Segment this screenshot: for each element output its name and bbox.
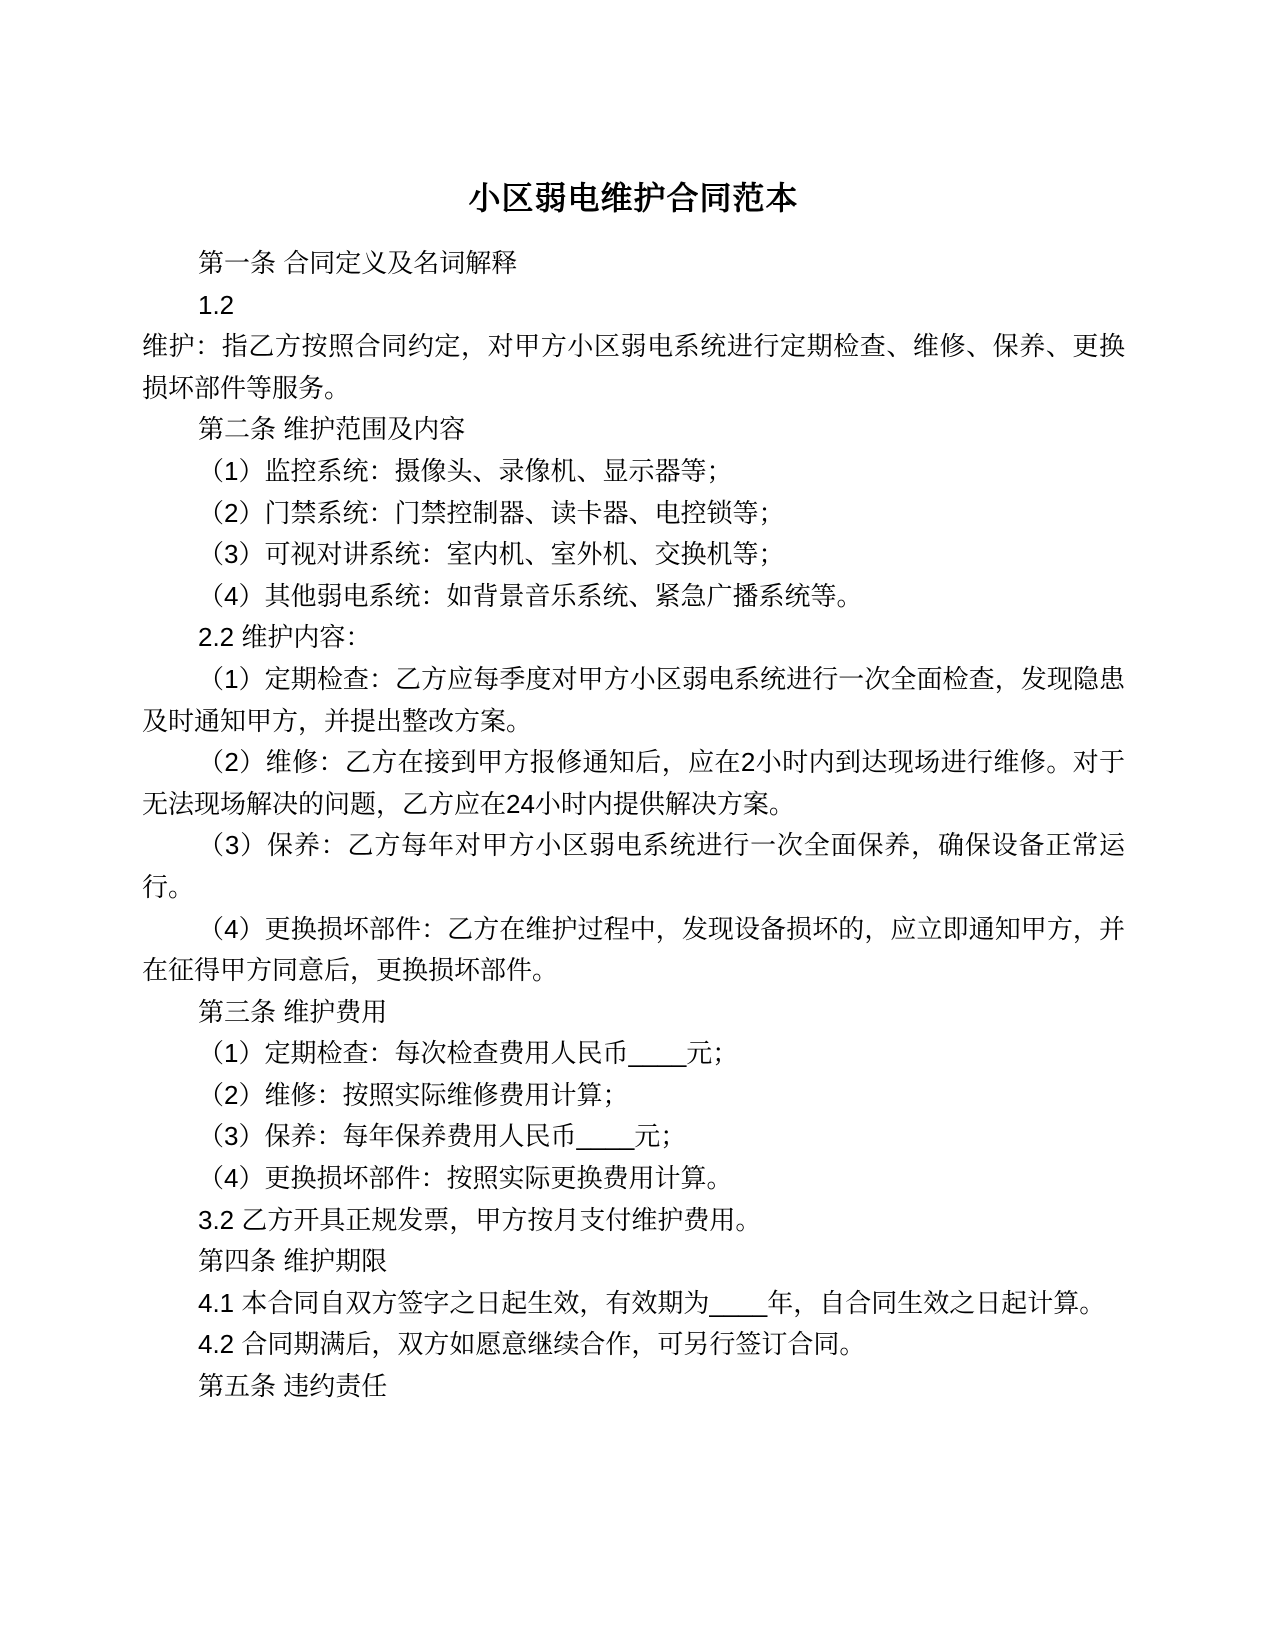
scope-item-2: （2）门禁系统：门禁控制器、读卡器、电控锁等；: [198, 497, 785, 528]
fee-item-4: （4）更换损坏部件：按照实际更换费用计算。: [198, 1163, 733, 1194]
clause-2-heading: 第二条 维护范围及内容: [198, 414, 466, 445]
document-title: 小区弱电维护合同范本: [468, 180, 799, 216]
scope-item-1: （1）监控系统：摄像头、录像机、显示器等；: [198, 455, 733, 486]
fee-item-2: （2）维修：按照实际维修费用计算；: [198, 1079, 629, 1110]
section-2-2-heading: 2.2 维护内容：: [198, 622, 372, 653]
content-item-3: （3）保养：乙方每年对甲方小区弱电系统进行一次全面保养，确保设备正常运行。: [142, 830, 1125, 902]
clause-3-heading: 第三条 维护费用: [198, 996, 388, 1027]
section-3-2-text: 3.2 乙方开具正规发票，甲方按月支付维护费用。: [198, 1204, 762, 1235]
scope-item-4: （4）其他弱电系统：如背景音乐系统、紧急广播系统等。: [198, 580, 863, 611]
definition-maintenance-text: 维护：指乙方按照合同约定，对甲方小区弱电系统进行定期检查、维修、保养、更换损坏部件等服务。: [142, 331, 1125, 403]
section-1-2-number: 1.2: [198, 289, 235, 320]
section-4-2-text: 4.2 合同期满后，双方如愿意继续合作，可另行签订合同。: [198, 1329, 866, 1360]
content-item-2: （2）维修：乙方在接到甲方报修通知后，应在2小时内到达现场进行维修。对于无法现场解决的问题，乙方应在24小时内提供解决方案。: [142, 747, 1125, 819]
document-content: [142, 0, 1125, 1408]
content-item-4: （4）更换损坏部件：乙方在维护过程中，发现设备损坏的，应立即通知甲方，并在征得甲方同意后，更换损坏部件。: [142, 913, 1125, 986]
section-4-1-text: 4.1 本合同自双方签字之日起生效，有效期为____年，自合同生效之日起计算。: [198, 1287, 1106, 1318]
clause-5-heading: 第五条 违约责任: [198, 1371, 388, 1402]
fee-item-3: （3）保养：每年保养费用人民币____元；: [198, 1121, 687, 1152]
fee-item-1: （1）定期检查：每次检查费用人民币____元；: [198, 1038, 739, 1069]
scope-item-3: （3）可视对讲系统：室内机、室外机、交换机等；: [198, 539, 785, 570]
content-item-1: （1）定期检查：乙方应每季度对甲方小区弱电系统进行一次全面检查，发现隐患及时通知甲方，并提出整改方案。: [142, 663, 1125, 736]
clause-4-heading: 第四条 维护期限: [198, 1246, 388, 1277]
clause-1-heading: 第一条 合同定义及名词解释: [198, 248, 518, 278]
